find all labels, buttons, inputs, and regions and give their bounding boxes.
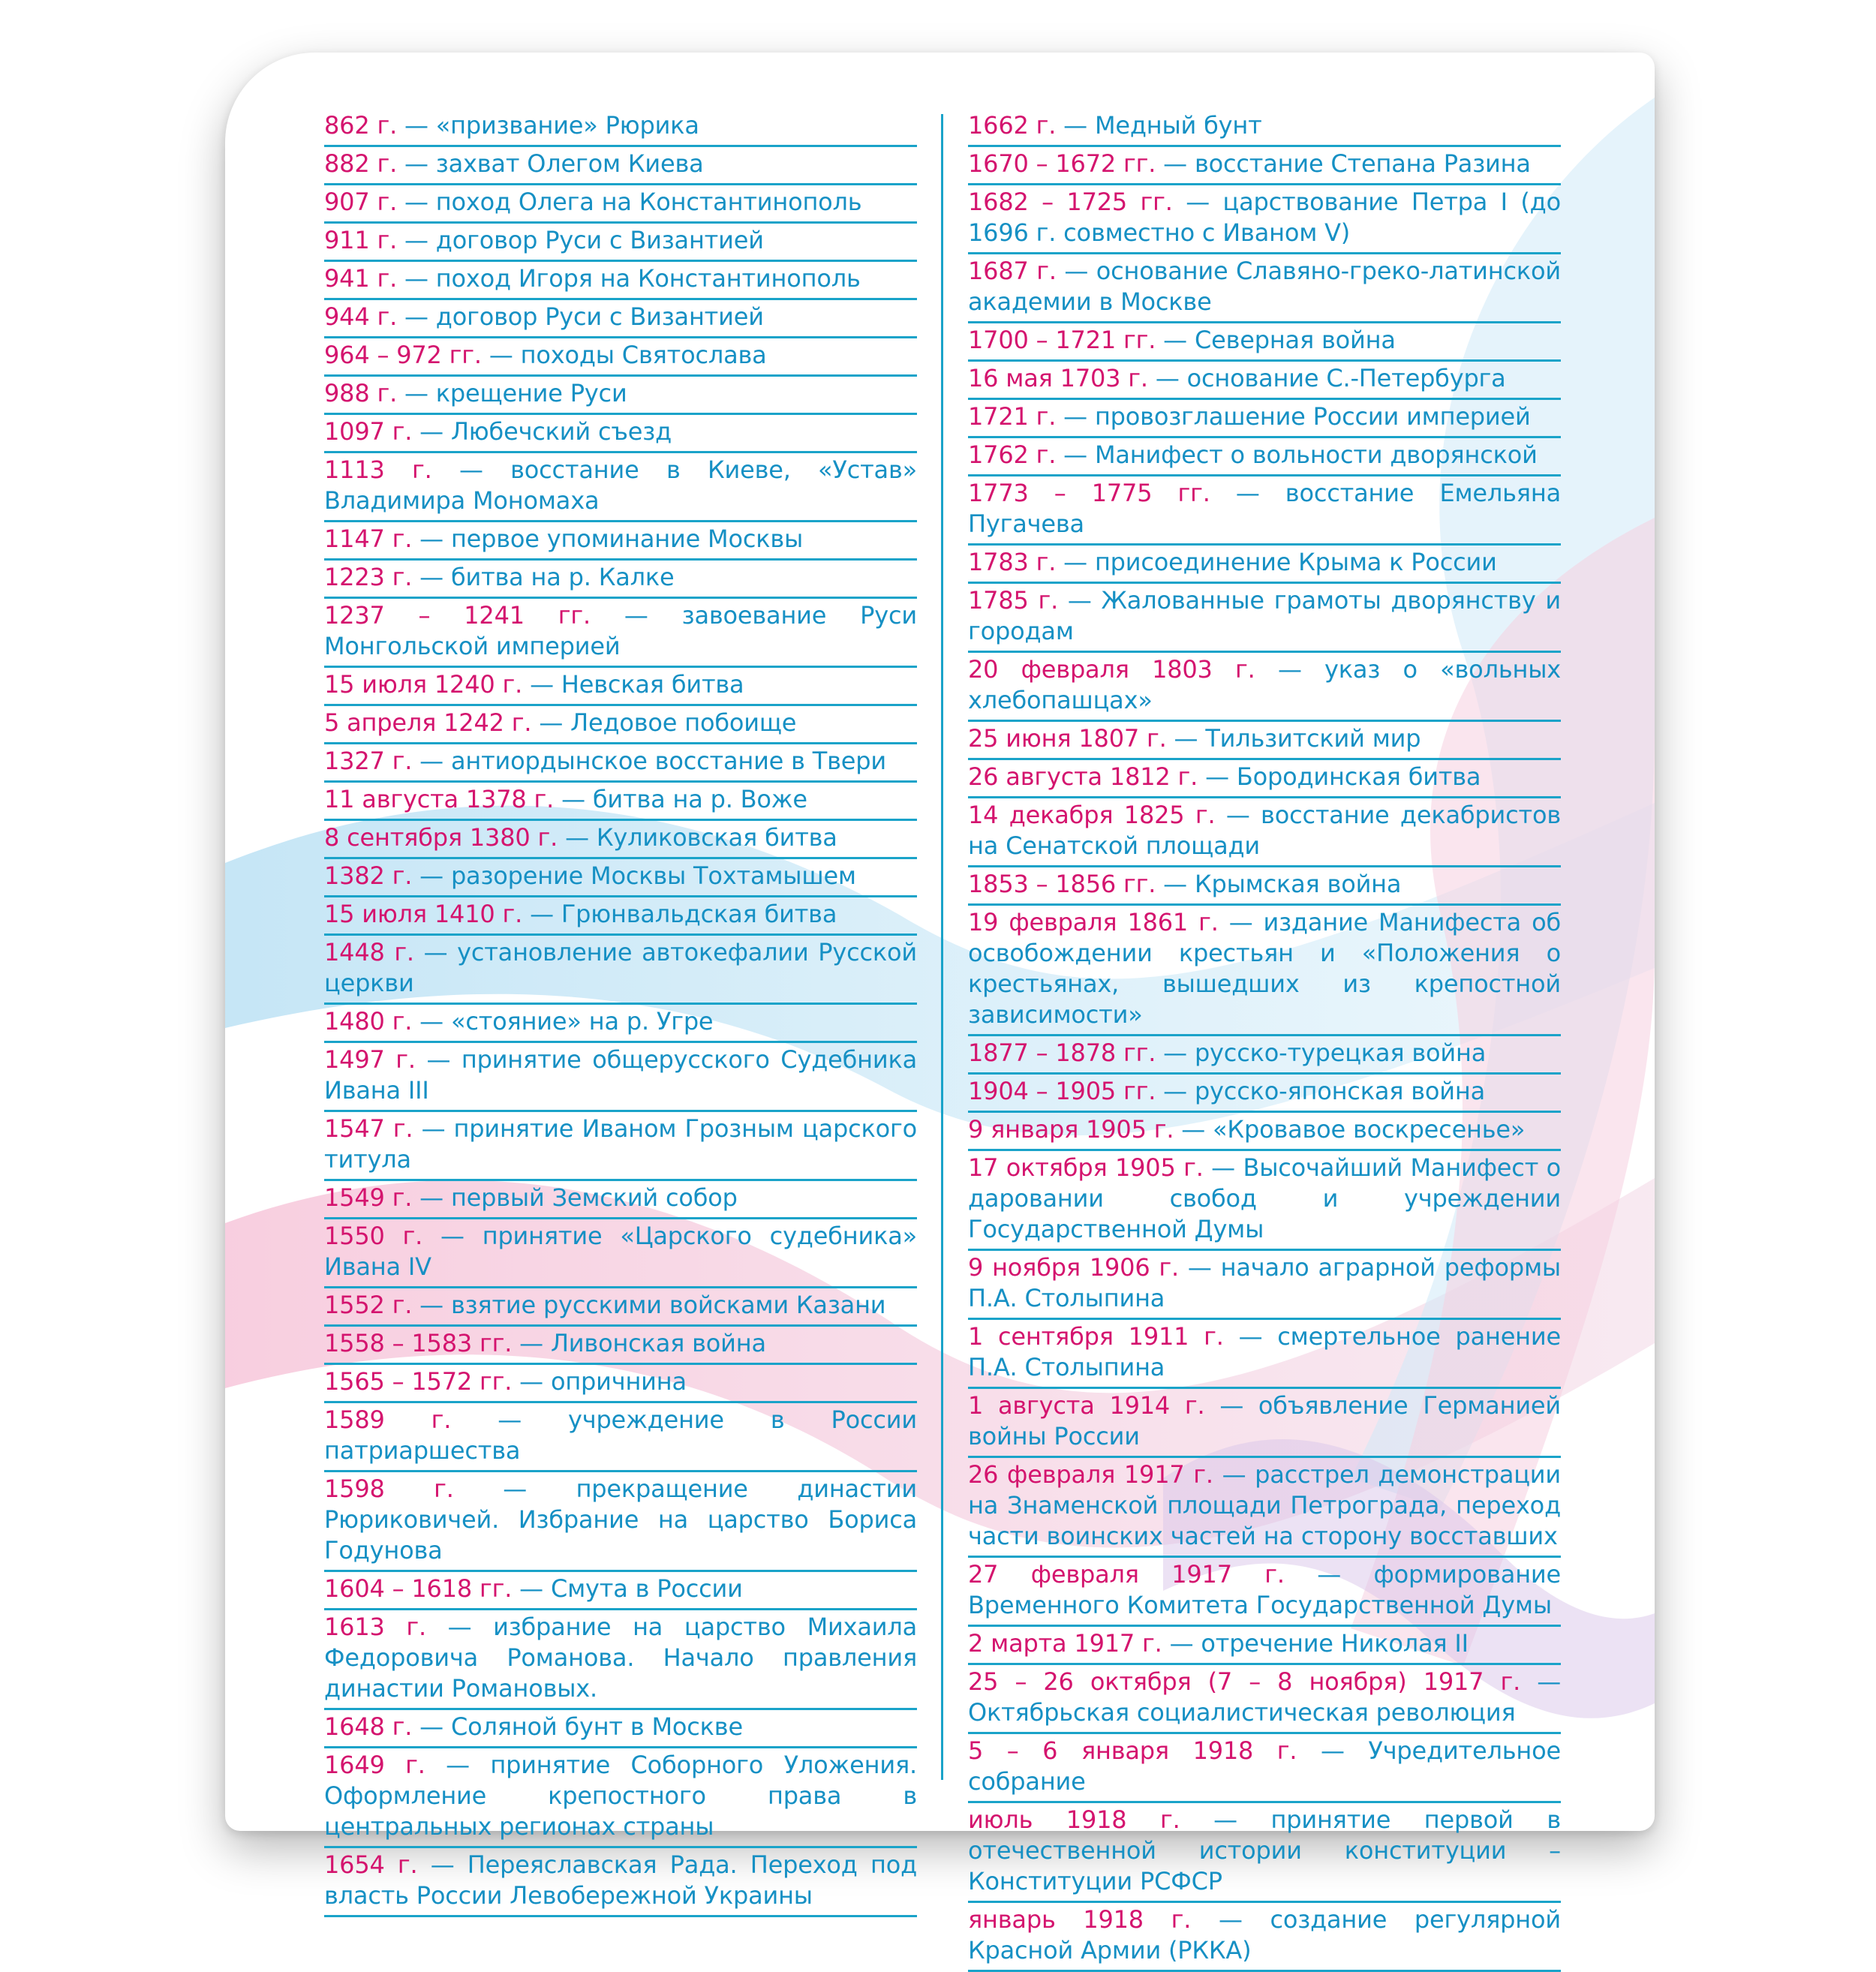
timeline-entry xyxy=(324,338,917,377)
entry-date: 26 февраля 1917 г. xyxy=(968,1460,1213,1489)
entry-text: — принятие первой в отечественной истории конституции – Конституции РСФСР xyxy=(968,1805,1561,1895)
entry-text: — Невская битва xyxy=(522,670,744,699)
timeline-entry xyxy=(324,1610,917,1710)
timeline-entry xyxy=(968,1734,1561,1803)
timeline-entry xyxy=(324,1365,917,1403)
entry-text: — Смута в России xyxy=(512,1574,743,1603)
timeline-entry xyxy=(968,906,1561,1036)
timeline-entry xyxy=(324,744,917,783)
entry-date: 911 г. xyxy=(324,226,398,254)
entry-text: — договор Руси с Византией xyxy=(397,302,764,331)
timeline-entry xyxy=(324,1748,917,1848)
timeline-entry xyxy=(324,262,917,300)
entry-date: 1113 г. xyxy=(324,455,432,484)
entry-text: — опричнина xyxy=(512,1367,687,1396)
entry-date: 988 г. xyxy=(324,379,398,407)
timeline-entry xyxy=(324,453,917,522)
entry-date: 941 г. xyxy=(324,264,398,293)
entry-date: 1721 г. xyxy=(968,402,1057,431)
entry-date: 5 апреля 1242 г. xyxy=(324,708,532,737)
entry-text: — Переяславская Рада. Переход под власть России Левобережной Украины xyxy=(324,1850,917,1910)
timeline-entry xyxy=(968,1075,1561,1113)
timeline-entry xyxy=(324,1327,917,1365)
entry-date: 1565 – 1572 гг. xyxy=(324,1367,513,1396)
entry-date: 1 сентября 1911 г. xyxy=(968,1322,1224,1351)
entry-date: 1700 – 1721 гг. xyxy=(968,326,1156,354)
column-divider xyxy=(941,114,943,1780)
entry-date: 964 – 972 гг. xyxy=(324,341,482,369)
timeline-entry xyxy=(968,1320,1561,1389)
entry-date: 1598 г. xyxy=(324,1474,454,1503)
left-column xyxy=(324,109,917,1917)
entry-date: 944 г. xyxy=(324,302,398,331)
entry-text: — восстание декабристов на Сенатской площади xyxy=(968,801,1561,860)
entry-text: — Крымская война xyxy=(1156,870,1402,898)
entry-text: — Тильзитский мир xyxy=(1166,724,1421,753)
entry-date: 1783 г. xyxy=(968,548,1057,576)
entry-date: 862 г. xyxy=(324,111,398,140)
timeline-entry xyxy=(324,1848,917,1917)
entry-date: 1223 г. xyxy=(324,563,413,591)
entry-text: — поход Игоря на Константинополь xyxy=(397,264,861,293)
timeline-entry xyxy=(968,546,1561,584)
entry-text: — Манифест о вольности дворянской xyxy=(1056,440,1538,469)
timeline-entry xyxy=(324,185,917,224)
timeline-entry xyxy=(324,522,917,561)
timeline-entry xyxy=(324,1181,917,1219)
entry-text: — отречение Николая II xyxy=(1162,1629,1469,1658)
entry-date: 1480 г. xyxy=(324,1007,413,1036)
entry-date: 15 июля 1240 г. xyxy=(324,670,523,699)
timeline-entry xyxy=(324,561,917,599)
entry-date: 1589 г. xyxy=(324,1405,452,1434)
entry-date: 1904 – 1905 гг. xyxy=(968,1077,1156,1105)
entry-text: — битва на р. Калке xyxy=(412,563,675,591)
entry-text: — поход Олега на Константинополь xyxy=(397,188,862,216)
entry-text: — походы Святослава xyxy=(481,341,767,369)
entry-date: 26 августа 1812 г. xyxy=(968,762,1198,791)
timeline-entry xyxy=(324,147,917,185)
entry-text: — Высочайший Манифест о даровании свобод и учреждении Государственной Думы xyxy=(968,1153,1561,1243)
entry-text: — принятие «Царского судебника» Ивана IV xyxy=(324,1222,917,1281)
entry-date: 1 августа 1914 г. xyxy=(968,1391,1205,1420)
entry-date: 1549 г. xyxy=(324,1183,413,1212)
entry-date: 1327 г. xyxy=(324,747,413,775)
entry-date: 27 февраля 1917 г. xyxy=(968,1560,1285,1589)
timeline-entry xyxy=(968,147,1561,185)
entry-text: — учреждение в России патриаршества xyxy=(324,1405,917,1465)
entry-text: — взятие русскими войсками Казани xyxy=(412,1291,886,1319)
timeline-entry xyxy=(968,722,1561,760)
timeline-entry xyxy=(968,438,1561,476)
entry-date: январь 1918 г. xyxy=(968,1905,1192,1934)
entry-text: — Северная война xyxy=(1156,326,1396,354)
timeline-entry xyxy=(968,1251,1561,1320)
timeline-entry xyxy=(324,377,917,415)
timeline-entry xyxy=(324,300,917,338)
entry-text: — первый Земский собор xyxy=(412,1183,738,1212)
timeline-entry xyxy=(324,1005,917,1043)
entry-date: 1687 г. xyxy=(968,257,1057,285)
entry-date: 1448 г. xyxy=(324,938,414,966)
entry-text: — восстание Степана Разина xyxy=(1156,149,1531,178)
timeline-entry xyxy=(324,859,917,897)
entry-text: — начало аграрной реформы П.А. Столыпина xyxy=(968,1253,1561,1312)
timeline-entry xyxy=(324,668,917,706)
entry-text: — Жалованные грамоты дворянству и городам xyxy=(968,586,1562,645)
timeline-entry xyxy=(324,897,917,936)
timeline-entry xyxy=(324,936,917,1005)
entry-text: — Медный бунт xyxy=(1056,111,1262,140)
entry-text: — Ледовое побоище xyxy=(531,708,797,737)
entry-date: 14 декабря 1825 г. xyxy=(968,801,1216,829)
entry-date: 1237 – 1241 гг. xyxy=(324,601,591,630)
entry-date: 1662 г. xyxy=(968,111,1057,140)
entry-date: 19 февраля 1861 г. xyxy=(968,908,1219,936)
entry-date: 11 августа 1378 г. xyxy=(324,785,555,813)
entry-date: 1649 г. xyxy=(324,1751,425,1779)
entry-text: — восстание в Киеве, «Устав» Владимира Мономаха xyxy=(324,455,918,515)
entry-text: — восстание Емельяна Пугачева xyxy=(968,479,1561,538)
timeline-entry xyxy=(968,476,1561,546)
entry-date: июль 1918 г. xyxy=(968,1805,1180,1834)
entry-text: — избрание на царство Михаила Федоровича Романова. Начало правления династии Романовых. xyxy=(324,1613,917,1703)
entry-date: 8 сентября 1380 г. xyxy=(324,823,558,852)
entry-date: 1097 г. xyxy=(324,417,413,446)
entry-date: 1497 г. xyxy=(324,1045,416,1074)
timeline-entry xyxy=(324,1112,917,1181)
entry-date: 2 марта 1917 г. xyxy=(968,1629,1162,1658)
entry-text: — принятие Иваном Грозным царского титула xyxy=(324,1114,917,1174)
entry-text: — антиордынское восстание в Твери xyxy=(412,747,886,775)
entry-text: — основание Славяно-греко-латинской академии в Москве xyxy=(968,257,1561,316)
entry-text: — завоевание Руси Монгольской империей xyxy=(324,601,917,660)
timeline-entry xyxy=(968,185,1561,254)
timeline-entry xyxy=(968,584,1561,653)
entry-text: — договор Руси с Византией xyxy=(397,226,764,254)
entry-text: — «Кровавое воскресенье» xyxy=(1174,1115,1526,1144)
entry-text: — Учредительное собрание xyxy=(968,1736,1561,1796)
entry-text: — основание С.-Петербурга xyxy=(1147,364,1506,392)
entry-text: — Ливонская война xyxy=(512,1329,766,1357)
entry-text: — Бородинская битва xyxy=(1198,762,1481,791)
entry-date: 1773 – 1775 гг. xyxy=(968,479,1210,507)
timeline-entry xyxy=(324,109,917,147)
entry-date: 1670 – 1672 гг. xyxy=(968,149,1156,178)
timeline-entry xyxy=(324,783,917,821)
entry-text: — расстрел демонстрации на Знаменской площади Петрограда, переход части воинских частей на сторону восставших xyxy=(968,1460,1561,1550)
timeline-entry xyxy=(324,1710,917,1748)
timeline-entry xyxy=(968,653,1561,722)
timeline-entry xyxy=(324,1288,917,1327)
entry-text: — Грюнвальдская битва xyxy=(522,900,837,928)
entry-text: — создание регулярной Красной Армии (РККА) xyxy=(968,1905,1561,1964)
timeline-entry xyxy=(324,1219,917,1288)
entry-date: 1682 – 1725 гг. xyxy=(968,188,1173,216)
entry-date: 1648 г. xyxy=(324,1712,413,1741)
entry-date: 1550 г. xyxy=(324,1222,423,1250)
entry-date: 1613 г. xyxy=(324,1613,426,1641)
timeline-entry xyxy=(968,1627,1561,1665)
entry-text: — установление автокефалии Русской церкви xyxy=(324,938,917,997)
entry-date: 1785 г. xyxy=(968,586,1059,615)
entry-date: 882 г. xyxy=(324,149,398,178)
entry-text: — царствование Петра I (до 1696 г. совместно с Иваном V) xyxy=(968,188,1561,247)
timeline-entry xyxy=(968,1903,1561,1972)
entry-text: — русско-японская война xyxy=(1156,1077,1486,1105)
entry-text: — провозглашение России империей xyxy=(1056,402,1531,431)
entry-date: 9 января 1905 г. xyxy=(968,1115,1174,1144)
entry-text: — Любечский съезд xyxy=(412,417,672,446)
entry-text: — объявление Германией войны России xyxy=(968,1391,1561,1450)
entry-date: 15 июля 1410 г. xyxy=(324,900,523,928)
entry-date: 16 мая 1703 г. xyxy=(968,364,1148,392)
timeline-entry xyxy=(968,254,1561,323)
timeline-entry xyxy=(324,415,917,453)
entry-text: — первое упоминание Москвы xyxy=(412,525,804,553)
entry-text: — разорение Москвы Тохтамышем xyxy=(412,861,856,890)
entry-date: 1877 – 1878 гг. xyxy=(968,1039,1156,1067)
entry-date: 1762 г. xyxy=(968,440,1057,469)
timeline-entry xyxy=(968,1151,1561,1251)
entry-text: — Соляной бунт в Москве xyxy=(412,1712,743,1741)
timeline-entry xyxy=(324,1472,917,1572)
entry-text: — крещение Руси xyxy=(397,379,627,407)
timeline-entry xyxy=(968,1458,1561,1558)
entry-text: — присоединение Крыма к России xyxy=(1056,548,1497,576)
timeline-entry xyxy=(968,323,1561,362)
entry-date: 907 г. xyxy=(324,188,398,216)
entry-text: — прекращение династии Рюриковичей. Избрание на царство Бориса Годунова xyxy=(324,1474,917,1565)
entry-date: 25 – 26 октября (7 – 8 ноября) 1917 г. xyxy=(968,1667,1521,1696)
entry-text: — принятие общерусского Судебника Ивана III xyxy=(324,1045,917,1105)
entry-text: — смертельное ранение П.А. Столыпина xyxy=(968,1322,1561,1381)
timeline-entry xyxy=(968,867,1561,906)
entry-text: — русско-турецкая война xyxy=(1156,1039,1487,1067)
timeline-entry xyxy=(968,1803,1561,1903)
entry-text: — битва на р. Воже xyxy=(554,785,807,813)
timeline-entry xyxy=(968,1113,1561,1151)
entry-date: 1604 – 1618 гг. xyxy=(324,1574,513,1603)
timeline-entry xyxy=(324,821,917,859)
entry-date: 1853 – 1856 гг. xyxy=(968,870,1156,898)
entry-date: 1552 г. xyxy=(324,1291,413,1319)
timeline-entry xyxy=(968,1558,1561,1627)
timeline-entry xyxy=(324,1403,917,1472)
timeline-entry xyxy=(968,1036,1561,1075)
entry-text: — издание Манифеста об освобождении крестьян и «Положения о крестьянах, вышедших из крепостной зависимости» xyxy=(968,908,1561,1029)
entry-text: — «стояние» на р. Угре xyxy=(412,1007,714,1036)
entry-date: 20 февраля 1803 г. xyxy=(968,655,1255,684)
timeline-entry xyxy=(968,760,1561,798)
page-sheet xyxy=(225,53,1655,1964)
entry-text: — захват Олегом Киева xyxy=(397,149,704,178)
entry-text: — указ о «вольных хлебопашцах» xyxy=(968,655,1562,714)
entry-text: — Октябрьская социалистическая революция xyxy=(968,1667,1561,1727)
entry-date: 1547 г. xyxy=(324,1114,413,1143)
timeline-entry xyxy=(324,1572,917,1610)
entry-text: — Куликовская битва xyxy=(558,823,837,852)
entry-text: — формирование Временного Комитета Государственной Думы xyxy=(968,1560,1561,1619)
entry-date: 1147 г. xyxy=(324,525,413,553)
right-column xyxy=(968,109,1561,1972)
timeline-entry xyxy=(968,400,1561,438)
timeline-entry xyxy=(324,1043,917,1112)
entry-date: 9 ноября 1906 г. xyxy=(968,1253,1179,1282)
entry-text: — принятие Соборного Уложения. Оформление крепостного права в центральных регионах страны xyxy=(324,1751,917,1841)
entry-date: 17 октября 1905 г. xyxy=(968,1153,1204,1182)
entry-date: 1558 – 1583 гг. xyxy=(324,1329,513,1357)
timeline-entry xyxy=(968,362,1561,400)
timeline-entry xyxy=(968,798,1561,867)
timeline-entry xyxy=(324,599,917,668)
timeline-entry xyxy=(968,1665,1561,1734)
timeline-entry xyxy=(324,224,917,262)
entry-date: 1654 г. xyxy=(324,1850,418,1879)
timeline-entry xyxy=(968,1389,1561,1458)
entry-date: 5 – 6 января 1918 г. xyxy=(968,1736,1297,1765)
entry-date: 1382 г. xyxy=(324,861,413,890)
entry-date: 25 июня 1807 г. xyxy=(968,724,1167,753)
timeline-entry xyxy=(324,706,917,744)
entry-text: — «призвание» Рюрика xyxy=(397,111,699,140)
timeline-entry xyxy=(968,109,1561,147)
